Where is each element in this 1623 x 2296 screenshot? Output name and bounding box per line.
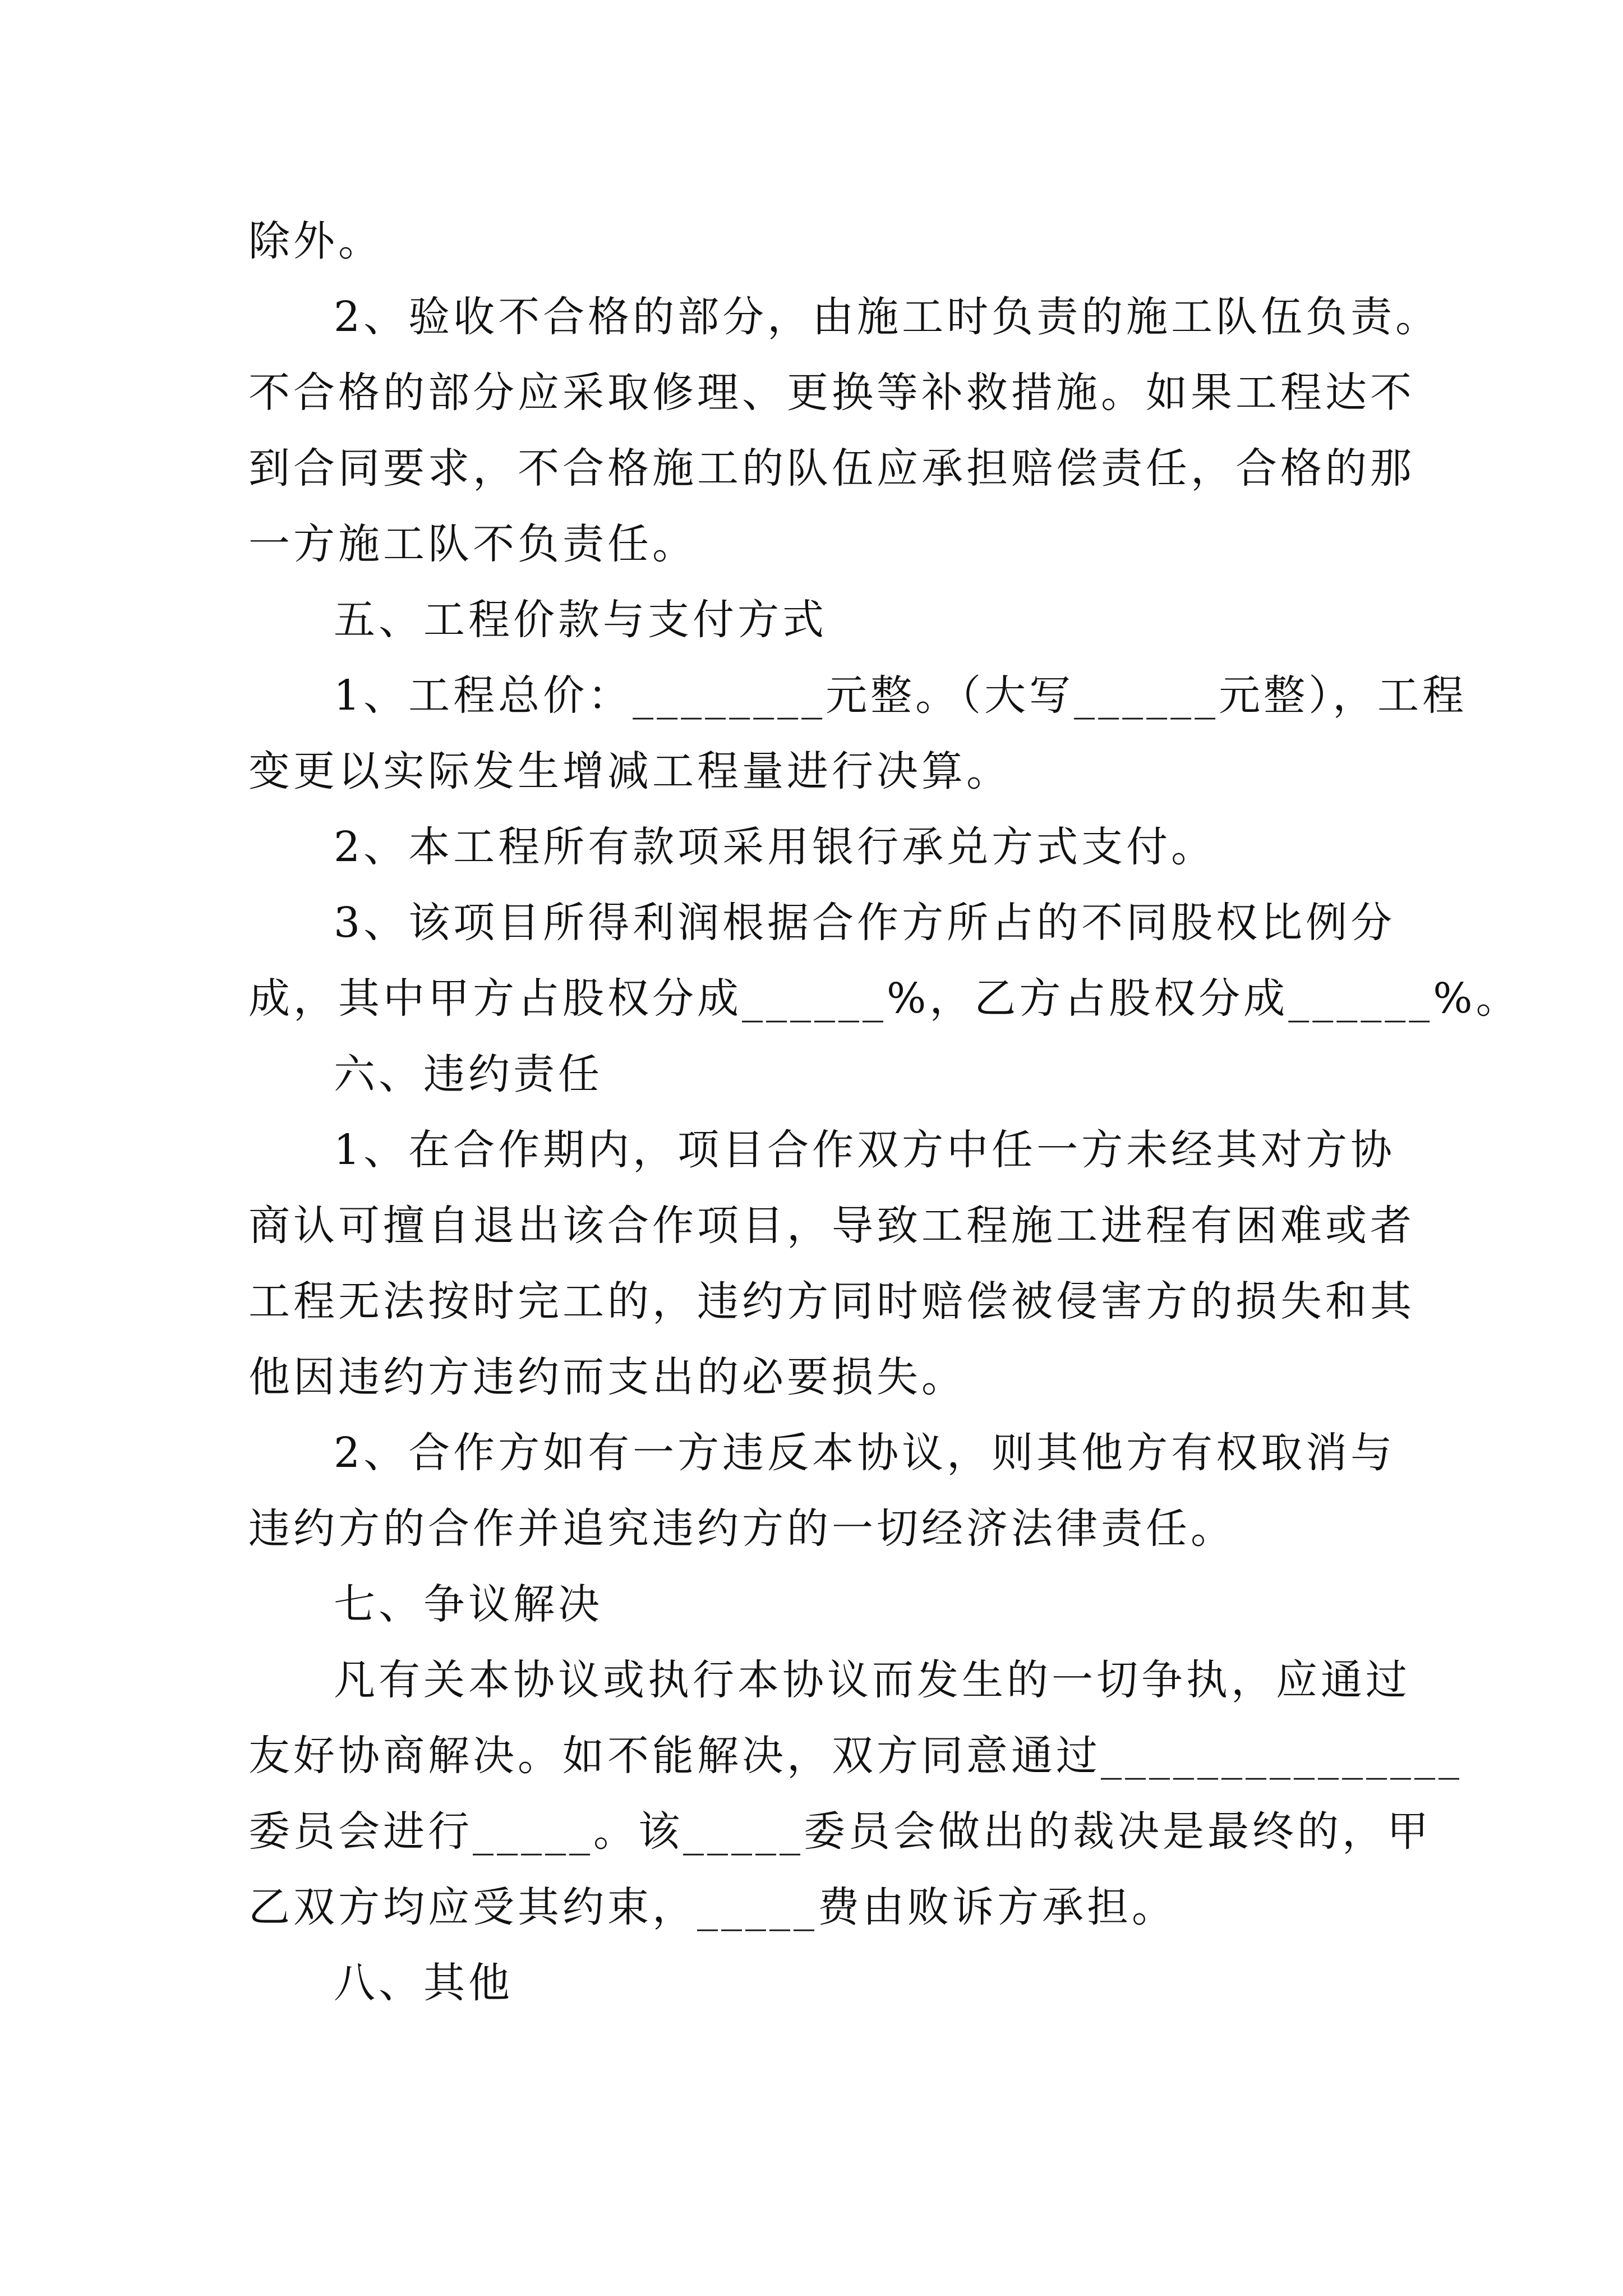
paragraph-line: 1、工程总价：________元整。（大写______元整），工程 xyxy=(334,671,1468,720)
paragraph-line: 2、合作方如有一方违反本协议，则其他方有权取消与 xyxy=(334,1429,1396,1477)
paragraph-line: 到合同要求，不合格施工的队伍应承担赔偿责任，合格的那 xyxy=(248,444,1415,493)
paragraph-line: 凡有关本协议或执行本协议而发生的一切争执，应通过 xyxy=(334,1656,1410,1704)
paragraph-line: 他因违约方违约而支出的必要损失。 xyxy=(248,1353,966,1401)
section-heading: 五、工程价款与支付方式 xyxy=(334,596,827,644)
paragraph-line: 1、在合作期内，项目合作双方中任一方未经其对方协 xyxy=(334,1126,1396,1174)
paragraph-line: 违约方的合作并追究违约方的一切经济法律责任。 xyxy=(248,1504,1235,1553)
paragraph-line: 工程无法按时完工的，违约方同时赔偿被侵害方的损失和其 xyxy=(248,1277,1415,1326)
paragraph-line: 一方施工队不负责任。 xyxy=(248,520,697,568)
paragraph-line: 2、验收不合格的部分，由施工时负责的施工队伍负责。 xyxy=(334,293,1441,341)
paragraph-line: 不合格的部分应采取修理、更换等补救措施。如果工程达不 xyxy=(248,369,1415,417)
paragraph-line: 商认可擅自退出该合作项目，导致工程施工进程有困难或者 xyxy=(248,1202,1415,1250)
paragraph-line: 3、该项目所得利润根据合作方所占的不同股权比例分 xyxy=(334,899,1396,947)
paragraph-line: 乙双方均应受其约束，_____费由败诉方承担。 xyxy=(248,1883,1177,1931)
paragraph-line: 2、本工程所有款项采用银行承兑方式支付。 xyxy=(334,823,1216,871)
paragraph-line: 变更以实际发生增减工程量进行决算。 xyxy=(248,747,1011,795)
paragraph-line: 委员会进行_____。该_____委员会做出的裁决是最终的，甲 xyxy=(248,1807,1432,1856)
section-heading: 六、违约责任 xyxy=(334,1050,603,1098)
section-heading: 七、争议解决 xyxy=(334,1580,603,1628)
paragraph-line: 成，其中甲方占股权分成______%，乙方占股权分成______%。 xyxy=(248,974,1521,1023)
section-heading: 八、其他 xyxy=(334,1959,513,2007)
paragraph-line: 除外。 xyxy=(248,217,383,265)
paragraph-line: 友好协商解决。如不能解决，双方同意通过_______________ xyxy=(248,1732,1463,1780)
